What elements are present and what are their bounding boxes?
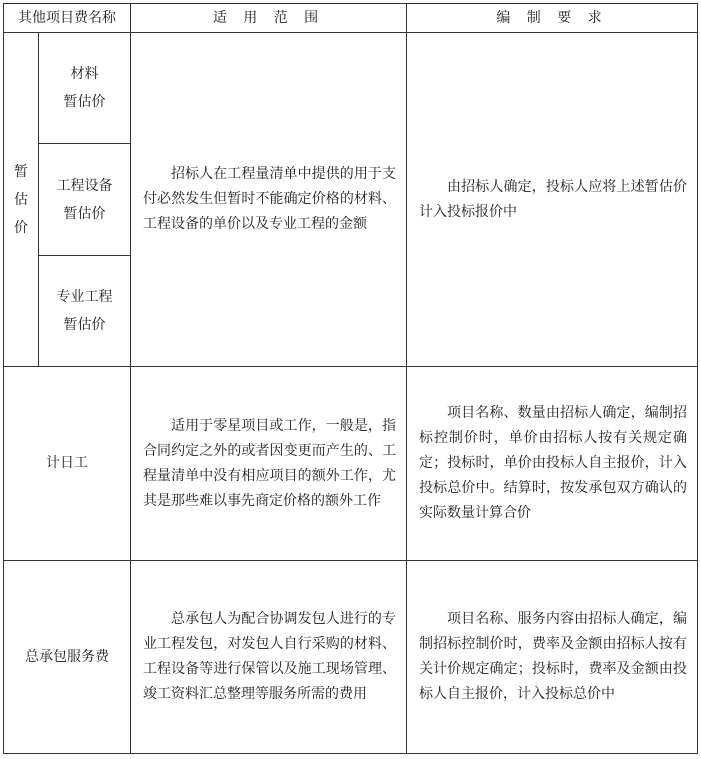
daywork-label: 计日工: [4, 367, 131, 561]
sub-label-line: 暂估价: [63, 94, 106, 110]
table-row: [4, 367, 698, 561]
table-header-row: [4, 4, 698, 33]
sub-label-line: 专业工程: [56, 289, 113, 305]
sub-label-line: 材料: [70, 66, 99, 82]
sub-label-line: 工程设备: [56, 177, 113, 194]
table-row: [4, 33, 698, 144]
header-fee-name: 其他项目费名称: [4, 4, 131, 33]
header-scope: 适 用 范 围: [131, 4, 407, 33]
service-fee-requirement: 项目名称、服务内容由招标人确定，编制招标控制价时，费率及金额由招标人按有关计价规定确定；投标时，费率及金额由投标人自主报价，计入投标总价中: [407, 561, 698, 754]
sub-label-line: 暂估价: [63, 317, 106, 333]
daywork-requirement: 项目名称、数量由招标人确定，编制招标控制价时，单价由招标人按有关规定确定；投标时，单价由投标人自主报价，计入投标总价中。结算时，按发承包双方确认的实际数量计算合价: [407, 367, 698, 561]
service-fee-label: 总承包服务费: [4, 561, 131, 754]
sub-label-line: 暂估价: [63, 205, 106, 222]
provisional-requirement: 由招标人确定，投标人应将上述暂估价计入投标报价中: [407, 33, 698, 367]
provisional-label-char: 估: [14, 191, 28, 208]
provisional-label-char: 价: [14, 219, 28, 236]
daywork-scope: 适用于零星项目或工作，一般是，指合同约定之外的或者因变更而产生的、工程量清单中没有相应项目的额外工作，尤其是那些难以事先商定价格的额外工作: [131, 367, 407, 561]
service-fee-scope: 总承包人为配合协调发包人进行的专业工程发包，对发包人自行采购的材料、工程设备等进行保管以及施工现场管理、竣工资料汇总整理等服务所需的费用: [131, 561, 407, 754]
header-requirement: 编 制 要 求: [407, 4, 698, 33]
material-provisional-label: [39, 33, 131, 144]
table-row: [4, 561, 698, 754]
other-items-fee-table: [3, 3, 698, 754]
provisional-scope: 招标人在工程量清单中提供的用于支付必然发生但暂时不能确定价格的材料、工程设备的单价以及专业工程的金额: [131, 33, 407, 367]
provisional-label-char: 暂: [14, 163, 28, 180]
specialty-provisional-label: [39, 256, 131, 367]
provisional-group-label: [4, 33, 39, 367]
equipment-provisional-label: [39, 144, 131, 256]
